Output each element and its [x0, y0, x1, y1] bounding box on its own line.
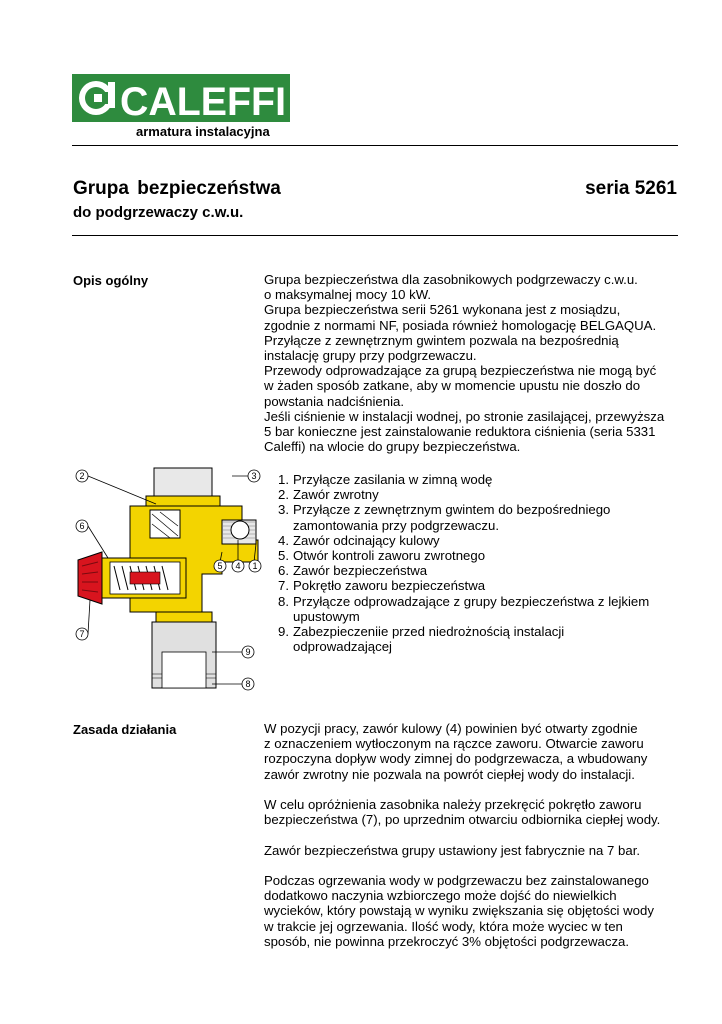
general-text-line: Przyłącze z zewnętrznym gwintem pozwala na bezpośrednią: [264, 332, 619, 348]
general-text-line: Grupa bezpieczeństwa serii 5261 wykonana jest z mosiądzu,: [264, 302, 621, 318]
operation-text-line: Zawór bezpieczeństwa grupy ustawiony jest fabrycznie na 7 bar.: [264, 842, 641, 858]
legend-item-number: 4.: [278, 532, 289, 548]
legend-item-text: upustowym: [293, 608, 360, 624]
operation-text-line: bezpieczeństwa (7), po uprzednim otwarciu odbiornika ciepłej wody.: [264, 812, 661, 828]
general-text-line: w żaden sposób zatkane, aby w momencie upustu nie doszło do: [264, 378, 641, 394]
header-divider-bottom: [72, 235, 678, 236]
operation-description: [264, 721, 684, 964]
legend-item: [264, 624, 649, 654]
operation-text-line: rozpoczyna dopływ wody zimnej do podgrzewacza, a wbudowany: [264, 751, 648, 767]
operation-text-line: sposób, nie powinna przekroczyć 3% objętości podgrzewacza.: [264, 933, 630, 949]
callout-8: 8: [245, 679, 251, 689]
legend-item-text: Przyłącze z zewnętrznym gwintem do bezpośredniego: [293, 502, 611, 518]
general-text-line: Grupa bezpieczeństwa dla zasobnikowych podgrzewaczy c.w.u.: [264, 272, 638, 287]
callout-7: 7: [79, 629, 85, 639]
valve-cross-section-diagram: [72, 462, 268, 694]
operation-text-line: wycieków, który powstają w wyniku zwiększania się objętości wody: [264, 903, 654, 919]
legend-item-number: 7.: [278, 578, 289, 594]
section-label-general: Opis ogólny: [73, 273, 149, 288]
section-label-operation: Zasada działania: [73, 722, 177, 737]
legend-item-number: 6.: [278, 563, 289, 579]
legend-item-number: 1.: [278, 472, 289, 487]
legend-item: [264, 533, 649, 548]
brand-tagline: armatura instalacyjna: [136, 124, 270, 139]
operation-paragraph: [264, 873, 684, 949]
legend-item: [264, 563, 649, 578]
legend-item-number: 9.: [278, 624, 289, 640]
series-number: seria 5261: [585, 178, 677, 199]
legend-item-text: Otwór kontroli zaworu zwrotnego: [293, 548, 486, 564]
legend-item-text: Zabezpieczeniie przed niedrożnością instalacji: [293, 624, 565, 640]
logo-wordmark: CALEFFI: [120, 80, 286, 124]
operation-text-line: w trakcie jej ogrzewania. Ilość wody, która może wyciec w ten: [264, 918, 623, 934]
legend-item-text: Przyłącze odprowadzające z grupy bezpieczeństwa z lejkiem: [293, 593, 650, 609]
general-text-line: Caleffi) na wlocie do grupy bezpieczeństwa.: [264, 439, 521, 455]
operation-text-line: W pozycji pracy, zawór kulowy (4) powinien być otwarty zgodnie: [264, 721, 638, 736]
callout-5: 5: [217, 561, 223, 571]
component-legend: [264, 472, 649, 654]
callout-3: 3: [251, 471, 257, 481]
operation-paragraph: [264, 843, 684, 858]
legend-item-text: Przyłącze zasilania w zimną wodę: [293, 472, 493, 487]
legend-item-text: Zawór zwrotny: [293, 487, 379, 503]
legend-item-text: zamontowania przy podgrzewaczu.: [293, 517, 499, 533]
legend-item-text: Zawór odcinający kulowy: [293, 532, 440, 548]
legend-item-number: 8.: [278, 593, 289, 609]
legend-item-number: 3.: [278, 502, 289, 518]
general-text-line: 5 bar konieczne jest zainstalowanie reduktora ciśnienia (seria 5331: [264, 424, 656, 440]
callout-1: 1: [252, 561, 258, 571]
operation-text-line: dodatkowo naczynia wzbiorczego może dojść do niewielkich: [264, 888, 617, 904]
callout-4: 4: [235, 561, 241, 571]
legend-item: [264, 548, 649, 563]
general-description: [264, 272, 684, 454]
legend-item-text: odprowadzającej: [293, 639, 392, 655]
general-text-line: o maksymalnej mocy 10 kW.: [264, 287, 432, 303]
callout-9: 9: [245, 647, 251, 657]
legend-item-number: 2.: [278, 487, 289, 503]
general-text-line: Przewody odprowadzające za grupą bezpieczeństwa nie mogą być: [264, 363, 657, 379]
page-title: Grupa bezpieczeństwa: [73, 178, 281, 199]
legend-item-text: Pokrętło zaworu bezpieczeństwa: [293, 578, 486, 594]
header-divider-top: [72, 145, 678, 146]
operation-text-line: Podczas ogrzewania wody w podgrzewaczu bez zainstalowanego: [264, 872, 649, 888]
operation-text-line: zawór zwrotny nie pozwala na powrót ciepłej wody do instalacji.: [264, 766, 635, 782]
legend-item: [264, 472, 649, 487]
legend-item-number: 5.: [278, 548, 289, 564]
general-text-line: zgodnie z normami NF, posiada również homologację BELGAQUA.: [264, 317, 657, 333]
callout-2: 2: [79, 471, 85, 481]
caleffi-logo: [70, 72, 292, 124]
general-text-line: powstania nadciśnienia.: [264, 393, 405, 409]
legend-item: [264, 594, 649, 624]
operation-text-line: W celu opróżnienia zasobnika należy przekręcić pokrętło zaworu: [264, 797, 642, 812]
legend-item: [264, 502, 649, 532]
general-text-line: Jeśli ciśnienie w instalacji wodnej, po stronie zasilającej, przewyższa: [264, 408, 665, 424]
legend-item-text: Zawór bezpieczeństwa: [293, 563, 428, 579]
operation-text-line: z oznaczeniem wytłoczonym na rączce zaworu. Otwarcie zaworu: [264, 736, 644, 752]
operation-paragraph: [264, 797, 684, 827]
legend-item: [264, 578, 649, 593]
operation-paragraph: [264, 721, 684, 782]
general-text-line: instalację grupy przy podgrzewaczu.: [264, 348, 477, 364]
callout-6: 6: [79, 521, 85, 531]
legend-item: [264, 487, 649, 502]
page-subtitle: do podgrzewaczy c.w.u.: [73, 204, 244, 221]
